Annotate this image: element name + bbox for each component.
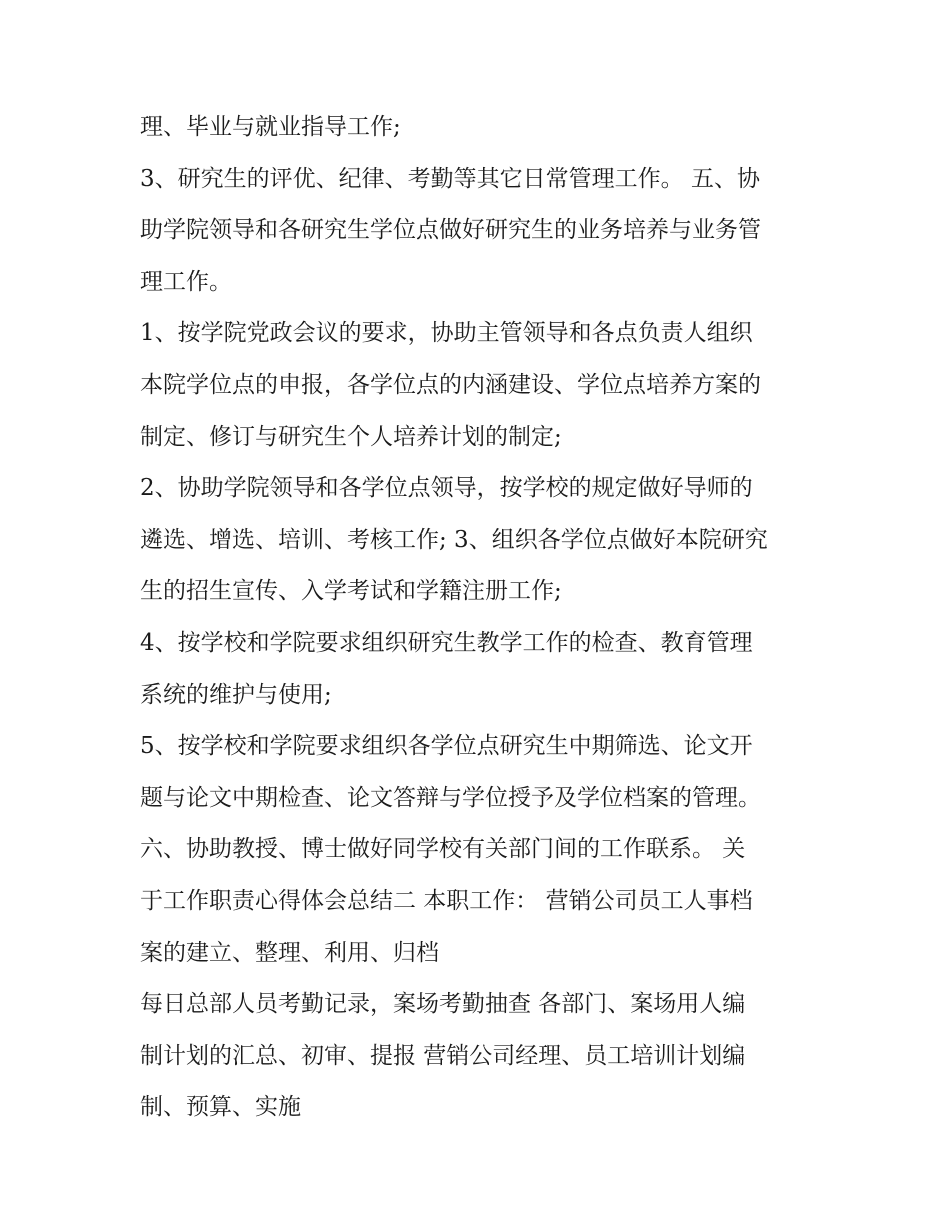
text-line: 生的招生宣传、入学考试和学籍注册工作; [140,578,562,605]
document-body [140,102,830,1134]
text-line: 4、按学校和学院要求组织研究生教学工作的检查、教育管理 [140,629,753,656]
text-line: 5、按学校和学院要求组织各学位点研究生中期筛选、论文开 [140,733,753,760]
text-line: 理工作。 [140,268,232,295]
text-line: 制、预算、实施 [140,1094,301,1121]
text-line: 题与论文中期检查、论文答辩与学位授予及学位档案的管理。 [140,784,761,811]
text-line: 制定、修订与研究生个人培养计划的制定; [140,423,562,450]
text-line: 2、协助学院领导和各学位点领导，按学校的规定做好导师的 [140,475,753,502]
text-line: 助学院领导和各研究生学位点做好研究生的业务培养与业务管 [140,217,761,244]
text-line: 理、毕业与就业指导工作; [140,114,401,140]
text-line: 本院学位点的申报，各学位点的内涵建设、学位点培养方案的 [140,371,761,398]
text-line: 1、按学院党政会议的要求，协助主管领导和各点负责人组织 [140,320,753,347]
text-line: 六、协助教授、博士做好同学校有关部门间的工作联系。 关 [140,836,746,863]
text-line: 于工作职责心得体会总结二 本职工作： 营销公司员工人事档 [140,887,753,914]
text-line: 案的建立、整理、利用、归档 [140,939,439,966]
text-line: 每日总部人员考勤记录，案场考勤抽查 各部门、案场用人编 [140,991,746,1018]
text-line: 3、研究生的评优、纪律、考勤等其它日常管理工作。 五、协 [140,165,760,192]
text-line: 遴选、增选、培训、考核工作; 3、组织各学位点做好本院研究 [140,526,768,553]
text-line: 制计划的汇总、初审、提报 营销公司经理、员工培训计划编 [140,1042,746,1069]
text-line: 系统的维护与使用; [140,681,332,708]
